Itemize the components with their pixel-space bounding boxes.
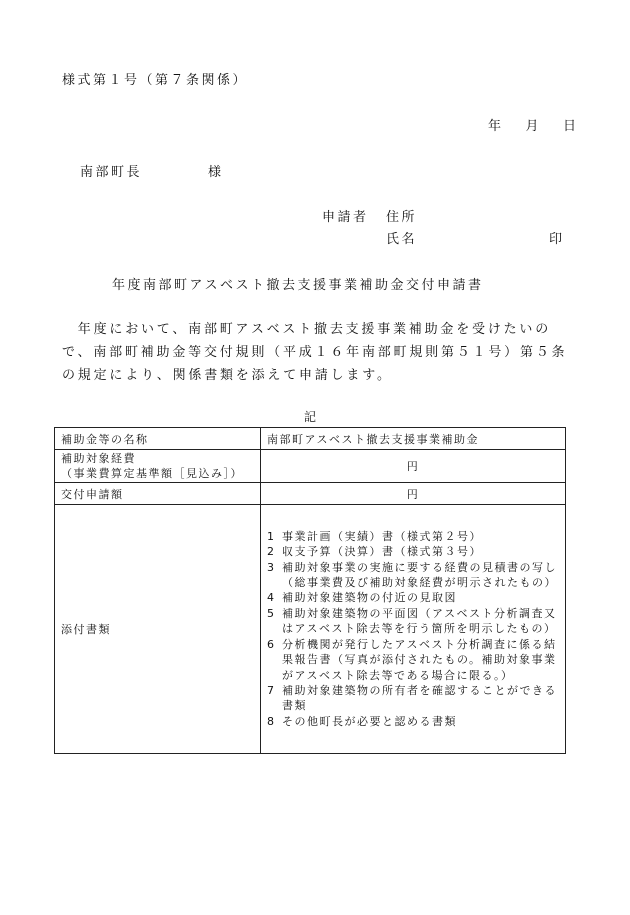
list-item	[267, 683, 559, 714]
attachment-text: 収支予算（決算）書（様式第３号）	[282, 545, 482, 559]
table-row-subsidy-name	[55, 428, 566, 450]
attachment-number: 4	[267, 591, 276, 605]
table-row-eligible-cost	[55, 450, 566, 483]
attachment-text: 補助対象建築物の平面図（アスベスト分析調査又はアスベスト除去等を行う箇所を明示したもの）	[282, 606, 557, 636]
subsidy-name-value: 南部町アスベスト撤去支援事業補助金	[261, 428, 566, 450]
attachments-cell	[261, 505, 566, 754]
date-month: 月	[525, 119, 542, 134]
applicant-label: 申請者	[322, 210, 369, 225]
list-item	[267, 637, 559, 683]
attachment-text: 補助対象事業の実施に要する経費の見積書の写し（総事業費及び補助対象経費が明示されたもの）	[282, 560, 557, 590]
attachment-number: 7	[267, 683, 276, 697]
address-label: 住所	[386, 210, 418, 225]
attachment-number: 3	[267, 560, 276, 574]
attachment-number: 8	[267, 714, 276, 728]
attachment-text: その他町長が必要と認める書類	[282, 714, 457, 728]
table-row-attachments	[55, 505, 566, 754]
date-day: 日	[563, 119, 579, 134]
table-row-request-amount	[55, 483, 566, 505]
attachment-text: 補助対象建築物の付近の見取図	[282, 591, 457, 605]
eligible-cost-label-cell	[55, 450, 261, 483]
attachment-text: 分析機関が発行したアスベスト分析調査に係る結果報告書（写真が添付されたもの。補助対象事業がアスベスト除去等である場合に限る。）	[282, 637, 557, 682]
seal-mark: 印	[549, 232, 565, 247]
ki-heading: 記	[304, 410, 318, 424]
list-item	[267, 714, 559, 729]
attachment-number: 2	[267, 545, 276, 559]
addressee-name: 南部町長	[80, 165, 143, 180]
attachments-label: 添付書類	[55, 505, 261, 754]
application-table	[54, 427, 566, 754]
request-amount-value: 円	[261, 483, 566, 505]
request-amount-label: 交付申請額	[55, 483, 261, 505]
list-item	[267, 560, 559, 591]
attachment-number: 1	[267, 529, 276, 543]
document-title: 年度南部町アスベスト撤去支援事業補助金交付申請書	[112, 278, 484, 293]
date-line	[488, 115, 579, 134]
form-number: 様式第１号（第７条関係）	[62, 73, 249, 88]
subsidy-name-label: 補助金等の名称	[55, 428, 261, 450]
addressee-honorific: 様	[208, 165, 224, 180]
eligible-cost-value: 円	[261, 450, 566, 483]
body-paragraph: 年度において、南部町アスベスト撤去支援事業補助金を受けたいので、南部町補助金等交付規則（平成１６年南部町規則第５１号）第５条の規定により、関係書類を添えて申請します。	[62, 322, 568, 383]
list-item	[267, 590, 559, 605]
name-label: 氏名	[386, 232, 418, 247]
attachment-text: 事業計画（実績）書（様式第２号）	[282, 529, 482, 543]
addressee	[80, 161, 224, 180]
attachment-number: 5	[267, 606, 276, 620]
date-year: 年	[488, 119, 504, 134]
eligible-cost-label: 補助対象経費	[61, 452, 136, 465]
eligible-cost-sublabel: （事業費算定基準額［見込み］）	[61, 467, 243, 480]
attachment-text: 補助対象建築物の所有者を確認することができる書類	[282, 683, 557, 713]
attachment-number: 6	[267, 637, 276, 651]
list-item	[267, 529, 559, 544]
list-item	[267, 606, 559, 637]
list-item	[267, 544, 559, 559]
attachment-list	[267, 529, 559, 729]
